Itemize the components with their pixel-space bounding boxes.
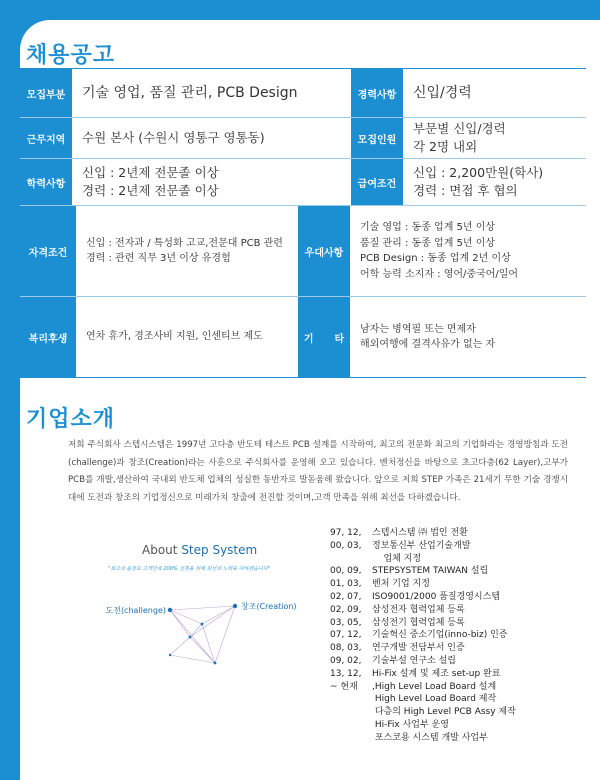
info-row [20, 206, 586, 297]
history-date: 00, 03, [330, 540, 362, 551]
field-value-line: 경력 : 관련 직무 3년 이상 유경험 [86, 253, 231, 264]
history-desc: Hi-Fix 사업부 운영 [372, 719, 449, 730]
history-date: 00, 09, [330, 566, 362, 577]
field-value-line: PCB Design : 동종 업계 2년 이상 [360, 253, 511, 264]
info-row [20, 159, 586, 206]
recruit-info-table [20, 68, 586, 378]
history-item [330, 604, 592, 617]
history-desc: ,High Level Load Board 설계 [372, 681, 497, 692]
field-value-line: 경력 : 2년제 전문졸 이상 [82, 183, 219, 198]
history-desc: ISO9001/2000 품질경영시스템 [372, 591, 501, 602]
history-date [330, 553, 372, 566]
info-row [20, 69, 586, 118]
field-label: 근무지역 [20, 118, 72, 158]
field-value-line: 신입 : 2년제 전문졸 이상 [82, 164, 219, 180]
diagram-node [169, 654, 171, 656]
company-history [330, 527, 592, 745]
history-date: 02, 09, [330, 604, 362, 615]
field-value-line: 품질 관리 : 동종 업계 5년 이상 [360, 237, 496, 249]
history-date [330, 693, 372, 706]
history-desc: 스텝시스템 ㈜ 법인 전환 [372, 528, 468, 538]
history-desc: 기술혁신 중소기업(inno-biz) 인증 [372, 630, 508, 641]
diagram-node [201, 623, 204, 626]
company-title: 기업소개 [26, 407, 116, 432]
field-label: 경력사항 [351, 69, 403, 117]
history-item [330, 527, 592, 540]
history-item [330, 732, 592, 745]
history-item [330, 591, 592, 604]
field-value-line: 기술 영업, 품질 관리, PCB Design [82, 84, 298, 101]
field-label: 복리후생 [20, 297, 76, 377]
history-desc: High Level Load Board 제작 [372, 694, 497, 705]
creation-label: 창조(Creation) [241, 602, 297, 611]
history-date [330, 719, 372, 732]
field-value-line: 부문별 신입/경력 [413, 120, 506, 136]
field-value [403, 159, 586, 205]
history-date [330, 706, 372, 719]
history-desc: 포스코용 시스템 개발 사업부 [372, 732, 488, 743]
field-value [72, 159, 351, 205]
field-value-line: 각 2명 내외 [413, 139, 478, 154]
info-row [20, 297, 586, 377]
history-desc: 다층의 High Level PCB Assy 제작 [372, 707, 516, 718]
history-date: 13, 12, [330, 668, 362, 679]
field-value-line: 경력 : 면접 후 협의 [413, 183, 518, 198]
field-label: 자격조건 [20, 206, 76, 296]
field-label: 모집부분 [20, 69, 72, 117]
field-value-line: 신입/경력 [413, 84, 472, 101]
history-item [330, 540, 592, 553]
history-desc: 연구개발 전담부서 인증 [372, 643, 465, 654]
about-title [142, 543, 257, 557]
history-date [330, 732, 372, 745]
field-value [76, 297, 298, 377]
history-date: ~ 현재 [330, 681, 358, 692]
history-desc: STEPSYSTEM TAIWAN 설립 [372, 566, 489, 577]
history-desc: 삼성전자 협력업체 등록 [372, 604, 465, 615]
field-label: 학력사항 [20, 159, 72, 205]
info-row [20, 118, 586, 159]
history-item [330, 578, 592, 591]
field-value-line: 수원 본사 (수원시 영통구 영통동) [82, 129, 265, 145]
history-item [330, 617, 592, 630]
field-value-line: 기술 영업 : 동종 업계 5년 이상 [360, 222, 496, 233]
about-slogan: "최고의 품질로 고객만족 100% 실현을 위해 최선의 노력을 다하겠습니다" [108, 566, 271, 572]
history-item [330, 565, 592, 578]
history-date: 09, 02, [330, 655, 362, 666]
about-prefix: About [142, 543, 178, 557]
about-brand: Step System [181, 543, 258, 557]
history-desc: 업체 지정 [372, 553, 422, 564]
field-value [350, 297, 586, 377]
history-desc: 기술부설 연구소 설립 [372, 655, 456, 666]
field-value [72, 118, 351, 158]
history-item [330, 553, 592, 566]
history-date: 97, 12, [330, 528, 362, 538]
field-value [72, 69, 351, 117]
field-label: 급여조건 [351, 159, 403, 205]
history-item [330, 642, 592, 655]
history-desc: Hi-Fix 설계 및 제조 set-up 완료 [372, 668, 501, 679]
field-value-line: 신입 : 2,200만원(학사) [413, 164, 544, 180]
field-label: 모집인원 [351, 118, 403, 158]
challenge-node [168, 608, 172, 612]
field-value-line: 해외여행에 결격사유가 없는 자 [360, 339, 496, 350]
history-desc: 삼성전기 협력업체 등록 [372, 617, 465, 628]
history-date: 03, 05, [330, 617, 362, 628]
field-label: 기 타 [298, 297, 350, 377]
history-date: 02, 07, [330, 591, 362, 602]
history-item [330, 655, 592, 668]
field-label: 우대사항 [298, 206, 350, 296]
mission-diagram [70, 575, 320, 675]
history-date: 07, 12, [330, 630, 362, 641]
history-date: 08, 03, [330, 643, 362, 654]
creation-node [233, 604, 237, 608]
history-item [330, 706, 592, 719]
history-date: 01, 03, [330, 579, 362, 590]
diagram-node [214, 662, 217, 665]
field-value-line: 어학 능력 소지자 : 영어/중국어/일어 [360, 268, 519, 280]
company-intro: 저희 주식회사 스텝시스템은 1997년 고다층 반도테 테스트 PCB 설계를 시작하여, 최고의 전문화 최고의 기업화라는 경영방침과 도전(challenge)과 창조(Creation)라는 사훈으로 주식회사를 운영해 오고 있습니다. 벤처정신을 바탕으로 초고다층(62 Layer),고부가 PCB를 개발,생산하여 국내외 반도체 업체의 성실한 동반자로 발돋움해 왔습니다. 앞으로 저희 STEP 가족은 21세기 무한 기술 경쟁시대에 도전과 창조의 기업정신으로 미래가치 창출에 전진할 것이며,고객 만족을 위해 최선을 다하겠습니다. [68, 440, 568, 503]
history-item [330, 629, 592, 642]
history-item [330, 668, 592, 681]
recruit-title: 채용공고 [26, 43, 116, 68]
challenge-label: 도전(challenge) [105, 606, 166, 615]
diagram-network-lines [170, 606, 235, 663]
history-item [330, 693, 592, 706]
field-value [350, 206, 586, 296]
field-value [403, 69, 586, 117]
history-item [330, 719, 592, 732]
history-desc: 정보통신부 산업기술개발 [372, 540, 471, 551]
history-desc: 벤처 기업 지정 [372, 579, 430, 590]
field-value-line: 신입 : 전자과 / 특성화 고교,전문대 PCB 관련 [86, 237, 283, 249]
field-value-line: 연차 휴가, 경조사비 지원, 인센티브 제도 [86, 331, 263, 343]
history-item [330, 681, 592, 694]
field-value [403, 118, 586, 158]
field-value-line: 남자는 병역필 또는 면제자 [360, 323, 476, 335]
field-value [76, 206, 298, 296]
diagram-node [189, 636, 192, 639]
